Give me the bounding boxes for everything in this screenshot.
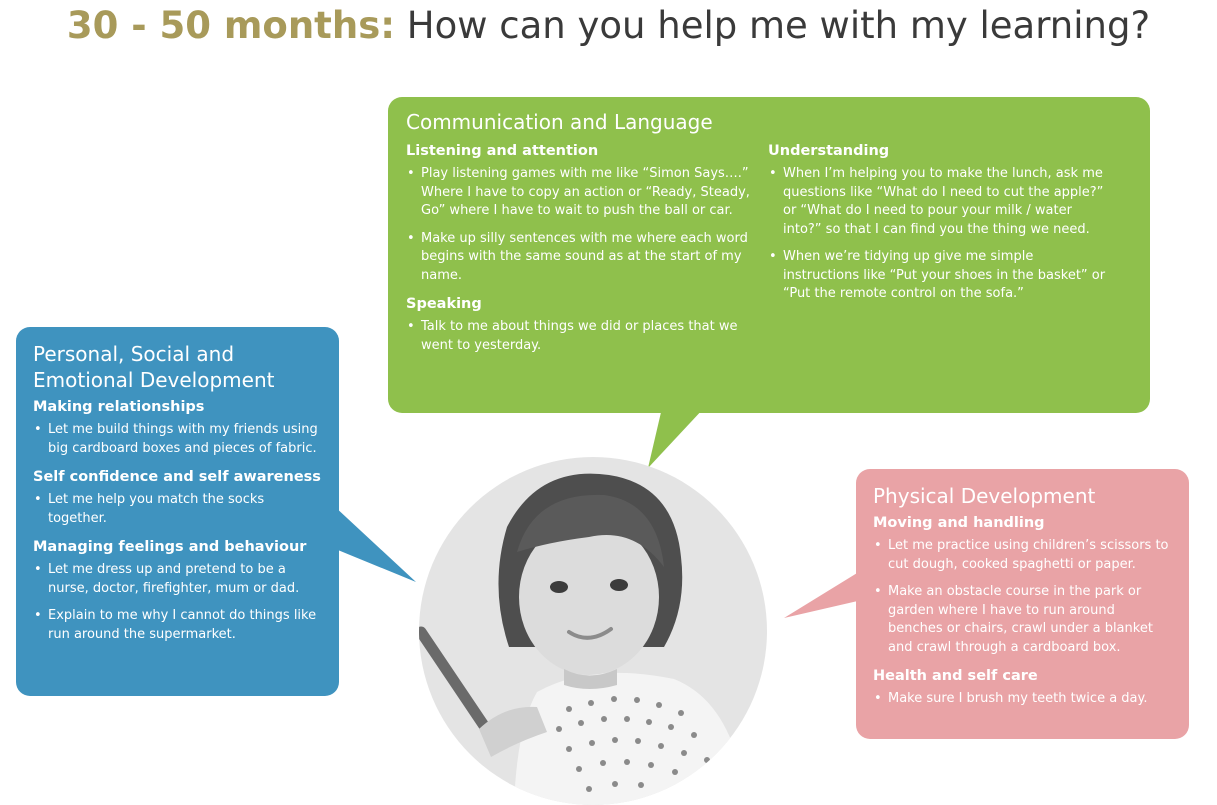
- understanding-title: Understanding: [768, 143, 890, 159]
- health-title: Health and self care: [873, 668, 1038, 684]
- speaking-title: Speaking: [406, 296, 482, 312]
- child-illustration: [419, 457, 767, 805]
- communication-heading: Communication and Language: [406, 110, 713, 134]
- list-item: • Let me practice using children’s scissors to cut dough, cooked spaghetti or paper.: [873, 537, 1172, 574]
- communication-right-column: [768, 137, 1112, 364]
- listening-title: Listening and attention: [406, 143, 599, 159]
- list-item: • Make sure I brush my teeth twice a day.: [873, 690, 1172, 709]
- communication-left-column: [406, 137, 750, 364]
- child-photo: [419, 457, 767, 805]
- list-item: • Make up silly sentences with me where each word begins with the same sound as at the start of my name.: [406, 230, 750, 286]
- moving-title: Moving and handling: [873, 515, 1045, 531]
- physical-heading: Physical Development: [873, 484, 1096, 508]
- personal-social-bubble: [16, 327, 339, 696]
- speaking-list: [406, 318, 750, 355]
- understanding-list: [768, 165, 1112, 304]
- feelings-title: Managing feelings and behaviour: [33, 539, 307, 555]
- list-item: • Let me build things with my friends using big cardboard boxes and pieces of fabric.: [33, 421, 322, 458]
- personal-heading: Personal, Social and Emotional Development: [33, 342, 275, 392]
- listening-list: [406, 165, 750, 285]
- communication-language-bubble: [388, 97, 1150, 413]
- green-bubble-tail: [648, 408, 704, 468]
- confidence-title: Self confidence and self awareness: [33, 469, 321, 485]
- relationships-list: [33, 421, 322, 458]
- pink-bubble-tail: [784, 570, 862, 618]
- health-list: [873, 690, 1172, 709]
- relationships-title: Making relationships: [33, 399, 205, 415]
- list-item: • When we’re tidying up give me simple instructions like “Put your shoes in the basket” or “Put the remote control on the sofa.”: [768, 248, 1112, 304]
- list-item: • Let me help you match the socks together.: [33, 491, 322, 528]
- physical-development-bubble: [856, 469, 1189, 739]
- blue-bubble-tail: [333, 505, 416, 582]
- list-item: • Explain to me why I cannot do things like run around the supermarket.: [33, 607, 322, 644]
- list-item: • When I’m helping you to make the lunch, ask me questions like “What do I need to cut the apple?” or “What do I need to pour your milk / water into?” so that I can find you the thing we need.: [768, 165, 1112, 239]
- feelings-list: [33, 561, 322, 644]
- moving-list: [873, 537, 1172, 657]
- age-range: 30 - 50 months:: [66, 4, 396, 47]
- list-item: • Talk to me about things we did or places that we went to yesterday.: [406, 318, 750, 355]
- confidence-list: [33, 491, 322, 528]
- list-item: • Make an obstacle course in the park or garden where I have to run around benches or chairs, crawl under a blanket and crawl through a cardboard box.: [873, 583, 1172, 657]
- list-item: • Let me dress up and pretend to be a nurse, doctor, firefighter, mum or dad.: [33, 561, 322, 598]
- title-question: How can you help me with my learning?: [395, 4, 1151, 47]
- list-item: • Play listening games with me like “Simon Says….” Where I have to copy an action or “Ready, Steady, Go” where I have to wait to push the ball or car.: [406, 165, 750, 221]
